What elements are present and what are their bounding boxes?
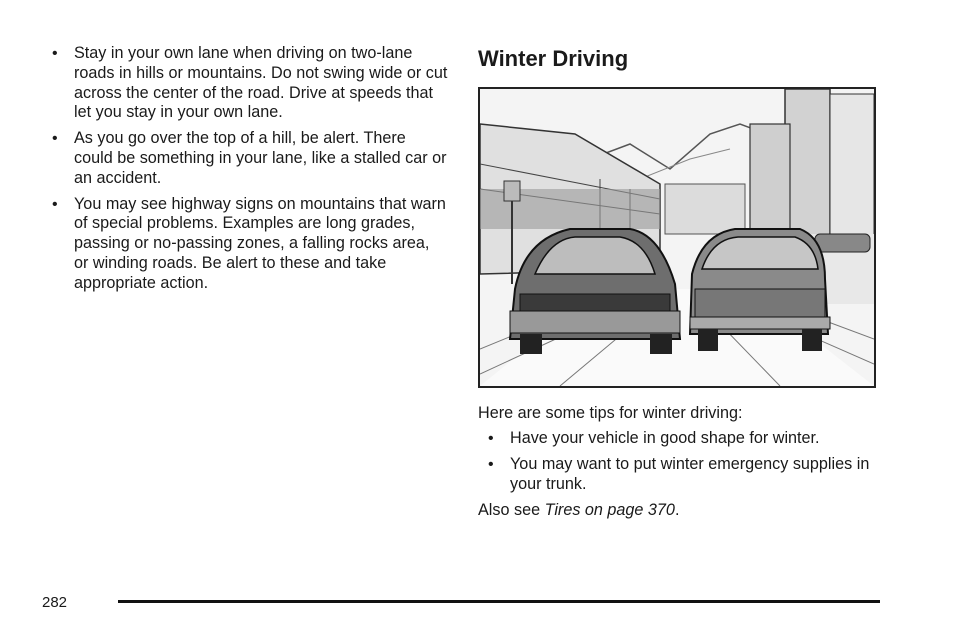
bullet-text: As you go over the top of a hill, be alert. There could be something in your lane, like a stalled car or an accident. <box>74 129 447 187</box>
intro-text: Here are some tips for winter driving: <box>478 404 743 422</box>
bullet-text: You may see highway signs on mountains that warn of special problems. Examples are long grades, passing or no-passing zones, a falling rocks area, or winding roads. Be alert to these and take appropriate action. <box>74 194 446 292</box>
bullet-icon: • <box>52 195 58 213</box>
left-column <box>48 44 448 300</box>
footer-rule <box>118 600 880 603</box>
bullet-text: Have your vehicle in good shape for winter. <box>510 429 820 447</box>
list-item <box>478 455 888 495</box>
bullet-icon: • <box>488 455 494 473</box>
winter-tips-list <box>478 429 888 494</box>
left-bullet-list <box>48 44 448 294</box>
bullet-icon: • <box>52 45 58 62</box>
list-item <box>48 195 448 294</box>
cross-reference <box>478 500 888 520</box>
bullet-icon: • <box>488 430 494 447</box>
cross-reference-prefix: Also see <box>478 501 545 520</box>
bullet-text: Stay in your own lane when driving on two-lane roads in hills or mountains. Do not swing wide or cut across the center of the road. Drive at speeds that let you stay in your own lane. <box>74 44 448 122</box>
section-title: Winter Driving <box>478 46 629 71</box>
winter-driving-illustration <box>478 87 876 388</box>
bullet-text: You may want to put winter emergency supplies in your trunk. <box>510 454 870 493</box>
cross-reference-suffix: . <box>674 501 680 520</box>
list-item <box>478 429 888 449</box>
list-item <box>48 44 448 123</box>
page-number: 282 <box>42 594 68 611</box>
list-item <box>48 129 448 188</box>
bullet-icon: • <box>52 130 58 148</box>
right-column <box>478 44 888 520</box>
tires-page-link[interactable]: Tires on page 370 <box>544 501 675 520</box>
